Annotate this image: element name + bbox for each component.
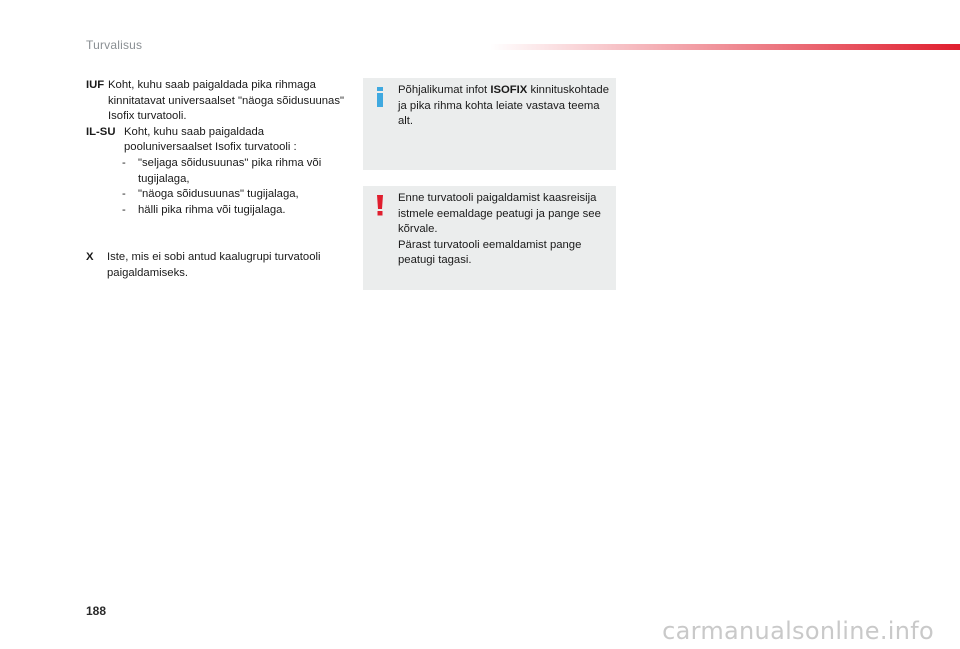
warning-line: Enne turvatooli paigaldamist kaasreisija istmele eemaldage peatugi ja pange see kõrvale. — [398, 192, 601, 236]
info-text-bold: ISOFIX — [490, 84, 528, 96]
definition-ilsu — [86, 125, 348, 219]
info-box — [363, 78, 616, 170]
definition-text-continued: pooluniversaalset Isofix turvatooli : — [124, 141, 297, 154]
definition-term: IUF — [86, 79, 105, 91]
warning-box — [363, 186, 616, 290]
definition-x — [86, 250, 348, 281]
definition-text: Koht, kuhu saab paigaldada — [124, 125, 265, 138]
section-title: Turvalisus — [86, 38, 143, 52]
definition-iuf — [86, 78, 348, 125]
definition-bullet-list — [86, 156, 348, 218]
dash-marker: - — [122, 156, 126, 169]
page-number: 188 — [86, 604, 107, 618]
definition-term: IL-SU — [86, 125, 116, 138]
header-accent-bar — [490, 44, 960, 50]
definition-text: Iste, mis ei sobi antud kaalugrupi turvatooli paigaldamiseks. — [107, 251, 321, 279]
definition-text: Koht, kuhu saab paigaldada pika rihmaga kinnitatavat universaalset "näoga sõidusuunas" Isofix turvatooli. — [108, 79, 344, 123]
dash-marker: - — [122, 188, 126, 201]
warning-text — [398, 191, 610, 269]
list-item: - "näoga sõidusuunas" tugijalaga, — [122, 187, 348, 203]
warning-line: Pärast turvatooli eemaldamist pange peatugi tagasi. — [398, 238, 582, 267]
definitions-column — [86, 78, 348, 218]
info-text: Põhjalikumat infot ISOFIX kinnituskohtade ja pika rihma kohta leiate vastava teema alt. — [398, 84, 610, 128]
info-icon — [371, 86, 389, 108]
list-item: - hälli pika rihma või tugijalaga. — [122, 203, 348, 219]
exclamation-icon — [371, 194, 389, 216]
list-item: - "seljaga sõidusuunas" pika rihma või tugijalaga, — [122, 156, 322, 185]
dash-marker: - — [122, 203, 126, 216]
definition-term: X — [86, 251, 94, 263]
watermark: carmanualsonline.info — [662, 616, 934, 645]
